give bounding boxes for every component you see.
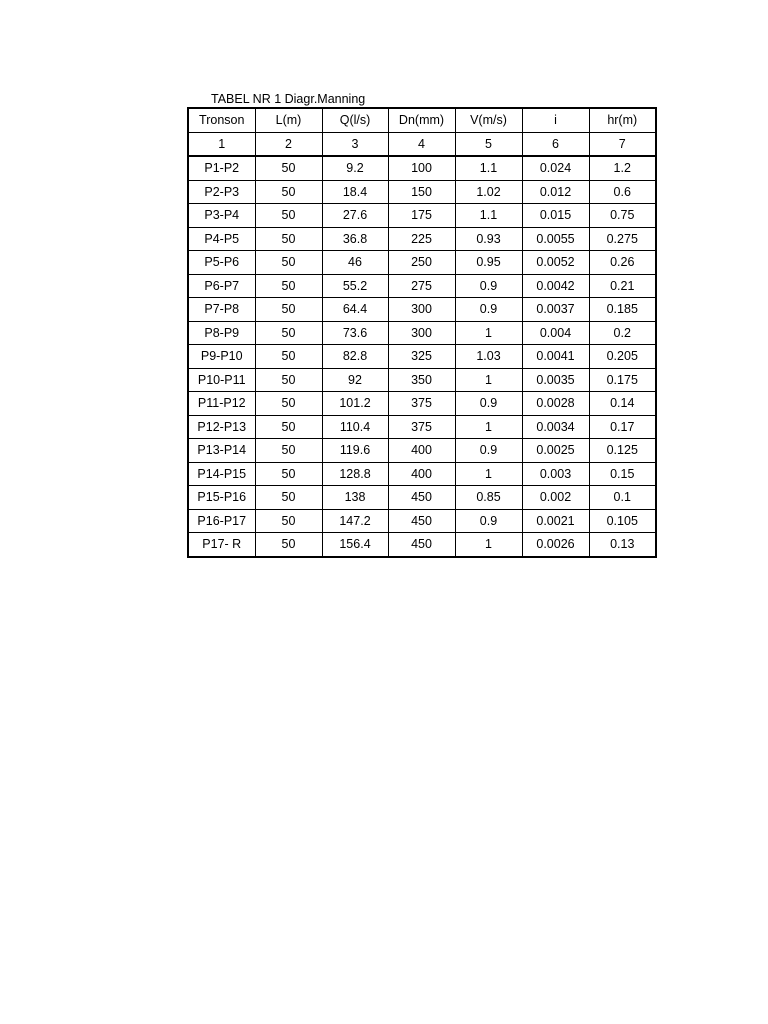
cell-tronson: P2-P3: [188, 180, 255, 204]
cell-flow: 27.6: [322, 204, 388, 228]
cell-slope: 0.0035: [522, 368, 589, 392]
cell-flow: 119.6: [322, 439, 388, 463]
cell-flow: 55.2: [322, 274, 388, 298]
cell-length: 50: [255, 274, 322, 298]
cell-head-loss: 0.17: [589, 415, 656, 439]
table-row: [188, 204, 656, 228]
table-row: [188, 509, 656, 533]
cell-flow: 110.4: [322, 415, 388, 439]
manning-table: [187, 107, 657, 558]
cell-slope: 0.0025: [522, 439, 589, 463]
cell-flow: 128.8: [322, 462, 388, 486]
cell-length: 50: [255, 533, 322, 557]
cell-head-loss: 0.2: [589, 321, 656, 345]
table-row: [188, 392, 656, 416]
cell-flow: 9.2: [322, 156, 388, 180]
cell-diameter: 250: [388, 251, 455, 275]
cell-tronson: P15-P16: [188, 486, 255, 510]
cell-diameter: 450: [388, 486, 455, 510]
table-row: [188, 227, 656, 251]
cell-tronson: P9-P10: [188, 345, 255, 369]
cell-length: 50: [255, 368, 322, 392]
cell-diameter: 350: [388, 368, 455, 392]
cell-length: 50: [255, 204, 322, 228]
cell-flow: 138: [322, 486, 388, 510]
cell-slope: 0.0034: [522, 415, 589, 439]
cell-tronson: P11-P12: [188, 392, 255, 416]
cell-flow: 147.2: [322, 509, 388, 533]
column-number: 2: [255, 132, 322, 156]
cell-head-loss: 0.175: [589, 368, 656, 392]
cell-length: 50: [255, 180, 322, 204]
cell-flow: 92: [322, 368, 388, 392]
cell-slope: 0.003: [522, 462, 589, 486]
cell-length: 50: [255, 227, 322, 251]
cell-diameter: 450: [388, 509, 455, 533]
cell-tronson: P12-P13: [188, 415, 255, 439]
cell-tronson: P17- R: [188, 533, 255, 557]
cell-head-loss: 0.6: [589, 180, 656, 204]
table-row: [188, 439, 656, 463]
table-row: [188, 533, 656, 557]
cell-length: 50: [255, 439, 322, 463]
column-number: 4: [388, 132, 455, 156]
cell-tronson: P4-P5: [188, 227, 255, 251]
cell-velocity: 0.9: [455, 509, 522, 533]
cell-head-loss: 0.15: [589, 462, 656, 486]
table-row: [188, 251, 656, 275]
cell-tronson: P10-P11: [188, 368, 255, 392]
cell-slope: 0.0028: [522, 392, 589, 416]
cell-diameter: 450: [388, 533, 455, 557]
cell-velocity: 0.93: [455, 227, 522, 251]
cell-diameter: 100: [388, 156, 455, 180]
cell-tronson: P14-P15: [188, 462, 255, 486]
column-number: 3: [322, 132, 388, 156]
cell-diameter: 375: [388, 392, 455, 416]
table-row: [188, 462, 656, 486]
table-row: [188, 180, 656, 204]
cell-slope: 0.024: [522, 156, 589, 180]
cell-tronson: P16-P17: [188, 509, 255, 533]
cell-length: 50: [255, 462, 322, 486]
cell-flow: 64.4: [322, 298, 388, 322]
cell-flow: 36.8: [322, 227, 388, 251]
cell-velocity: 1.02: [455, 180, 522, 204]
cell-length: 50: [255, 345, 322, 369]
column-number: 6: [522, 132, 589, 156]
cell-slope: 0.0041: [522, 345, 589, 369]
cell-head-loss: 0.185: [589, 298, 656, 322]
cell-slope: 0.0026: [522, 533, 589, 557]
cell-velocity: 1.1: [455, 156, 522, 180]
cell-tronson: P8-P9: [188, 321, 255, 345]
header-diameter: Dn(mm): [388, 108, 455, 132]
cell-slope: 0.0052: [522, 251, 589, 275]
table-row: [188, 321, 656, 345]
cell-velocity: 0.9: [455, 439, 522, 463]
header-slope: i: [522, 108, 589, 132]
cell-length: 50: [255, 156, 322, 180]
header-head-loss: hr(m): [589, 108, 656, 132]
table-row: [188, 156, 656, 180]
cell-diameter: 300: [388, 298, 455, 322]
table-row: [188, 298, 656, 322]
cell-slope: 0.0055: [522, 227, 589, 251]
cell-velocity: 0.9: [455, 392, 522, 416]
cell-head-loss: 0.13: [589, 533, 656, 557]
cell-tronson: P6-P7: [188, 274, 255, 298]
table-row: [188, 486, 656, 510]
table-row: [188, 274, 656, 298]
cell-diameter: 175: [388, 204, 455, 228]
cell-head-loss: 0.14: [589, 392, 656, 416]
cell-head-loss: 0.105: [589, 509, 656, 533]
table-body: [188, 156, 656, 557]
cell-diameter: 400: [388, 462, 455, 486]
cell-velocity: 0.9: [455, 298, 522, 322]
cell-length: 50: [255, 415, 322, 439]
cell-tronson: P5-P6: [188, 251, 255, 275]
header-length: L(m): [255, 108, 322, 132]
header-row: [188, 108, 656, 132]
cell-tronson: P7-P8: [188, 298, 255, 322]
cell-slope: 0.004: [522, 321, 589, 345]
cell-diameter: 325: [388, 345, 455, 369]
cell-velocity: 0.95: [455, 251, 522, 275]
cell-slope: 0.015: [522, 204, 589, 228]
cell-head-loss: 0.205: [589, 345, 656, 369]
header-tronson: Tronson: [188, 108, 255, 132]
cell-slope: 0.0042: [522, 274, 589, 298]
cell-tronson: P13-P14: [188, 439, 255, 463]
cell-length: 50: [255, 298, 322, 322]
cell-diameter: 375: [388, 415, 455, 439]
cell-head-loss: 0.21: [589, 274, 656, 298]
cell-flow: 101.2: [322, 392, 388, 416]
cell-head-loss: 1.2: [589, 156, 656, 180]
cell-velocity: 1: [455, 321, 522, 345]
cell-diameter: 300: [388, 321, 455, 345]
cell-slope: 0.0037: [522, 298, 589, 322]
cell-flow: 156.4: [322, 533, 388, 557]
cell-velocity: 1.1: [455, 204, 522, 228]
cell-flow: 73.6: [322, 321, 388, 345]
cell-velocity: 1: [455, 533, 522, 557]
cell-head-loss: 0.75: [589, 204, 656, 228]
cell-velocity: 0.9: [455, 274, 522, 298]
cell-head-loss: 0.26: [589, 251, 656, 275]
cell-length: 50: [255, 486, 322, 510]
cell-velocity: 1: [455, 462, 522, 486]
cell-head-loss: 0.125: [589, 439, 656, 463]
header-velocity: V(m/s): [455, 108, 522, 132]
cell-diameter: 275: [388, 274, 455, 298]
cell-slope: 0.0021: [522, 509, 589, 533]
cell-tronson: P1-P2: [188, 156, 255, 180]
table-row: [188, 415, 656, 439]
cell-head-loss: 0.1: [589, 486, 656, 510]
cell-velocity: 1: [455, 415, 522, 439]
column-number: 1: [188, 132, 255, 156]
table-row: [188, 345, 656, 369]
cell-flow: 18.4: [322, 180, 388, 204]
cell-length: 50: [255, 392, 322, 416]
table-caption: TABEL NR 1 Diagr.Manning: [211, 92, 366, 106]
table-row: [188, 368, 656, 392]
cell-length: 50: [255, 251, 322, 275]
cell-slope: 0.002: [522, 486, 589, 510]
cell-slope: 0.012: [522, 180, 589, 204]
header-flow: Q(l/s): [322, 108, 388, 132]
cell-velocity: 0.85: [455, 486, 522, 510]
cell-flow: 46: [322, 251, 388, 275]
cell-diameter: 400: [388, 439, 455, 463]
cell-length: 50: [255, 321, 322, 345]
cell-velocity: 1.03: [455, 345, 522, 369]
cell-flow: 82.8: [322, 345, 388, 369]
column-number: 5: [455, 132, 522, 156]
column-number-row: [188, 132, 656, 156]
cell-velocity: 1: [455, 368, 522, 392]
cell-diameter: 150: [388, 180, 455, 204]
column-number: 7: [589, 132, 656, 156]
cell-tronson: P3-P4: [188, 204, 255, 228]
cell-diameter: 225: [388, 227, 455, 251]
cell-head-loss: 0.275: [589, 227, 656, 251]
cell-length: 50: [255, 509, 322, 533]
